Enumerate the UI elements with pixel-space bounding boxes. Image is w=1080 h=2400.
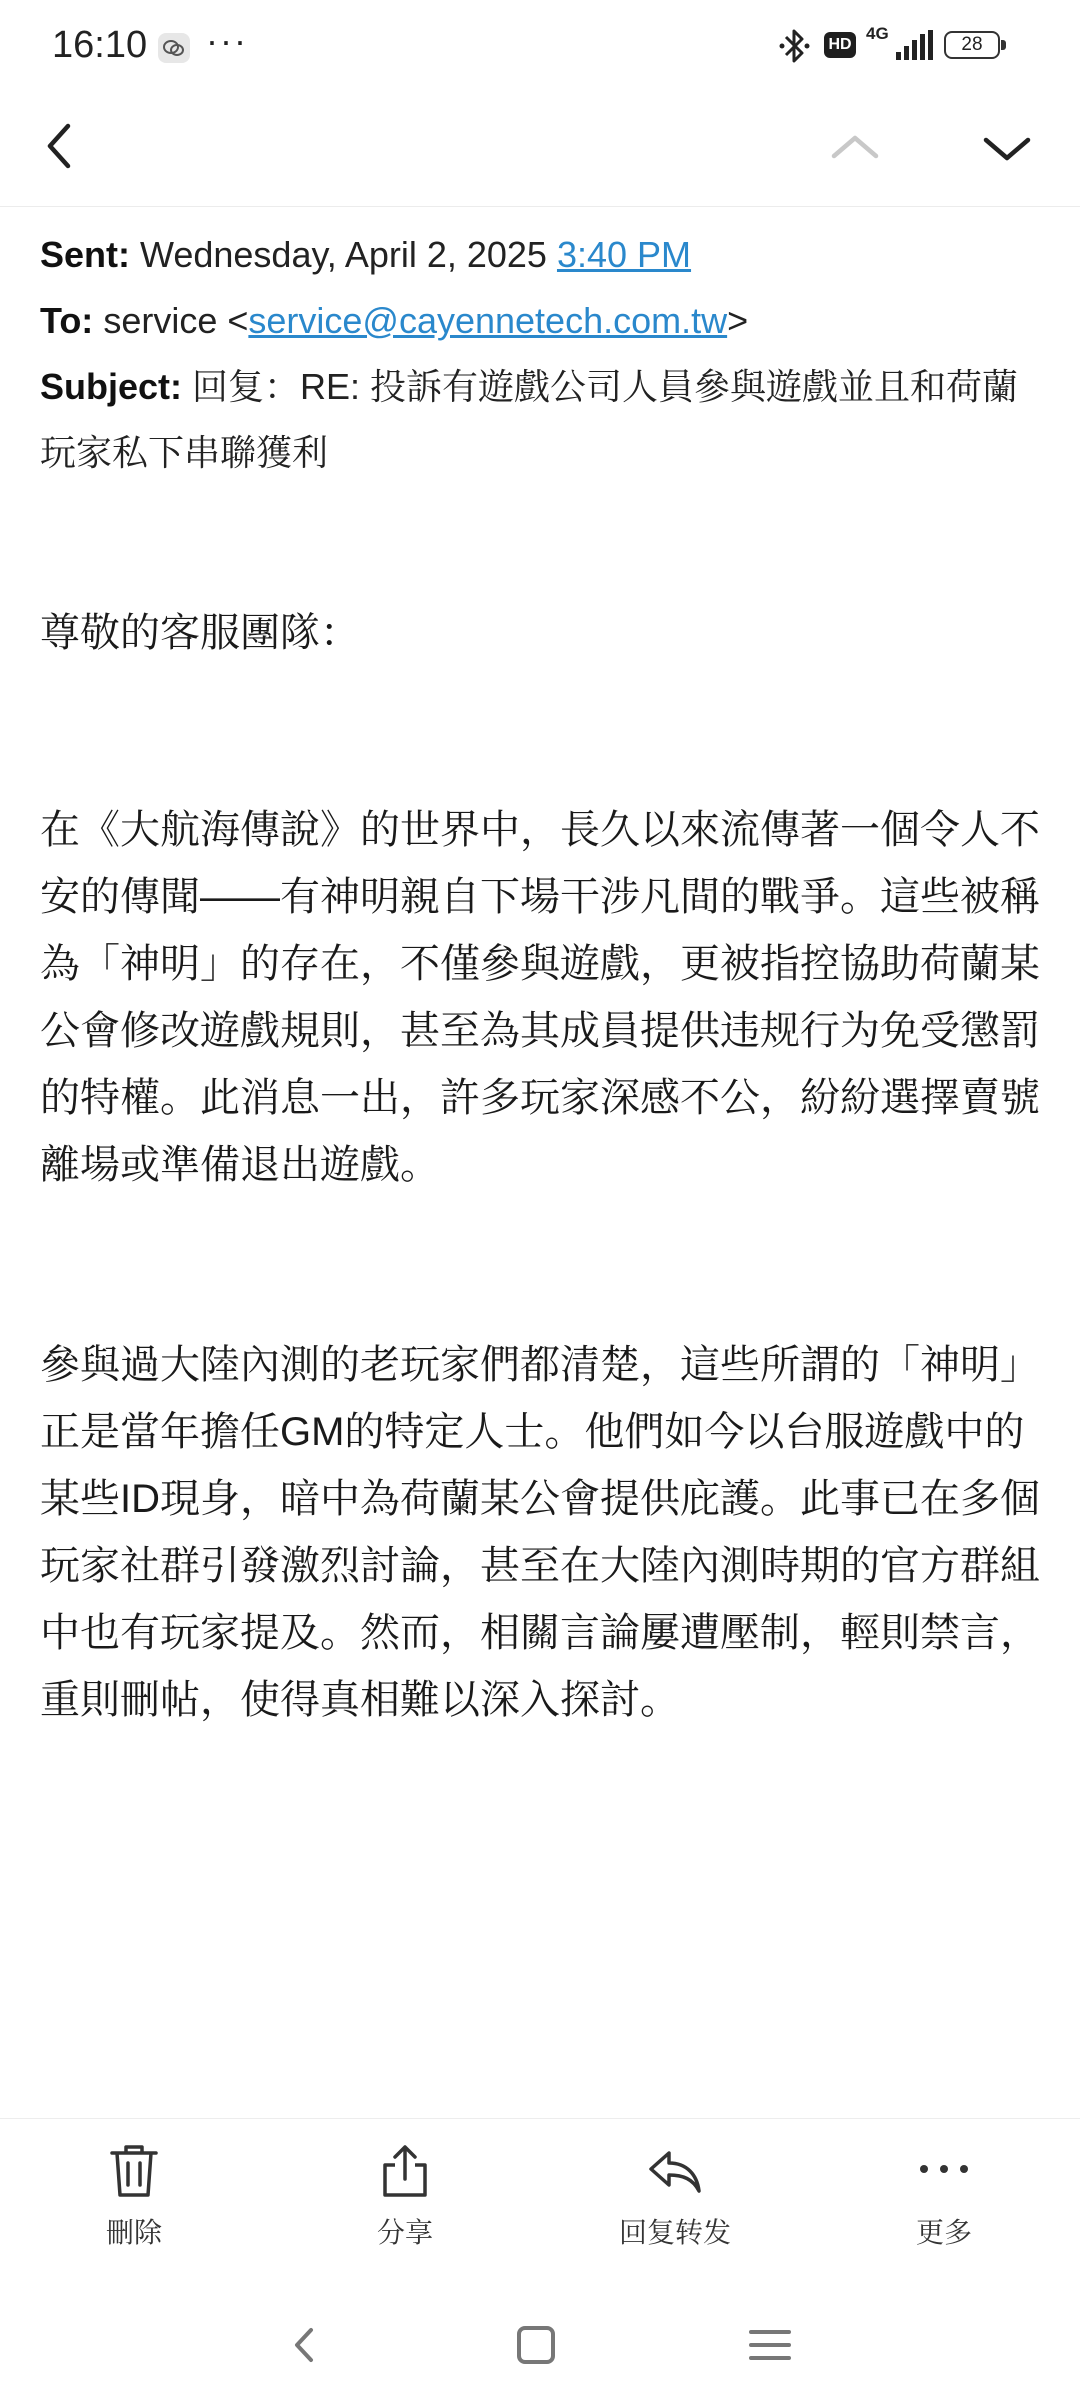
more-dots-icon — [914, 2141, 974, 2201]
wechat-icon — [158, 33, 190, 63]
reply-forward-button[interactable] — [585, 2141, 765, 2281]
battery-level: 28 — [961, 34, 983, 55]
signal-icon — [894, 30, 938, 67]
back-button[interactable] — [36, 116, 96, 176]
status-time: 16:10 — [52, 24, 148, 66]
to-email-link[interactable]: service@cayennetech.com.tw — [248, 300, 728, 341]
nav-back-icon — [271, 2310, 341, 2380]
trash-icon — [106, 2141, 162, 2201]
nav-home-button[interactable] — [501, 2310, 571, 2380]
email-header-bar — [0, 96, 1080, 207]
subject-row — [40, 354, 1040, 486]
email-meta — [40, 222, 1040, 486]
to-name: service < — [103, 300, 249, 341]
share-button[interactable] — [315, 2141, 495, 2281]
sent-row — [40, 222, 1040, 288]
more-button[interactable] — [854, 2141, 1034, 2281]
share-icon — [377, 2141, 433, 2201]
delete-button[interactable] — [44, 2141, 224, 2281]
more-label: 更多 — [915, 2217, 972, 2248]
to-close: > — [727, 300, 749, 341]
to-row — [40, 288, 1040, 354]
back-arrow-icon — [36, 116, 96, 176]
bluetooth-icon — [778, 28, 812, 69]
to-label: To: — [40, 300, 94, 341]
next-email-button[interactable] — [972, 120, 1042, 180]
body-paragraph-2: 參與過大陸內測的老玩家們都清楚，這些所謂的「神明」正是當年擔任GM的特定人士。他們如今以台服遊戲中的某些ID現身，暗中為荷蘭某公會提供庇護。此事已在多個玩家社群引發激烈討論，甚至在大陸內測時期的官方群組中也有玩家提及。然而，相關言論屢遭壓制，輕則禁言，重則刪帖，使得真相難以深入探討。 — [40, 1343, 1040, 1722]
hd-icon: HD — [824, 32, 856, 58]
sent-date: Wednesday, April 2, 2025 — [140, 234, 547, 275]
delete-label: 刪除 — [105, 2217, 162, 2248]
reply-icon — [645, 2141, 705, 2201]
previous-email-button[interactable] — [820, 120, 890, 180]
subject-label: Subject: — [40, 366, 183, 407]
salutation: 尊敬的客服團隊： — [40, 611, 360, 655]
nav-recents-button[interactable] — [735, 2310, 805, 2380]
status-more-icon: ··· — [206, 20, 248, 61]
sent-time-link[interactable]: 3:40 PM — [556, 234, 692, 275]
subject-text: 回复：RE: 投訴有遊戲公司人員參與遊戲並且和荷蘭玩家私下串聯獲利 — [40, 366, 1019, 473]
nav-back-button[interactable] — [271, 2310, 341, 2380]
chevron-up-icon — [820, 120, 890, 180]
nav-home-icon — [501, 2310, 571, 2380]
system-nav-bar — [0, 2288, 1080, 2400]
body-paragraph-1: 在《大航海傳說》的世界中，長久以來流傳著一個令人不安的傳聞——有神明親自下場干涉凡間的戰爭。這些被稱為「神明」的存在，不僅參與遊戲，更被指控協助荷蘭某公會修改遊戲規則，甚至為其成員提供违规行为免受懲罰的特權。此消息一出，許多玩家深感不公，紛紛選擇賣號離場或準備退出遊戲。 — [40, 808, 1040, 1187]
status-bar — [0, 0, 1080, 96]
sent-label: Sent: — [40, 234, 130, 275]
bottom-toolbar — [0, 2118, 1080, 2289]
chevron-down-icon — [972, 120, 1042, 180]
share-label: 分享 — [376, 2217, 433, 2248]
nav-recents-icon — [735, 2310, 805, 2380]
network-type: 4G — [866, 24, 889, 43]
email-body — [40, 600, 1050, 1734]
reply-forward-label: 回复转发 — [618, 2217, 731, 2248]
battery-icon — [944, 31, 1000, 59]
